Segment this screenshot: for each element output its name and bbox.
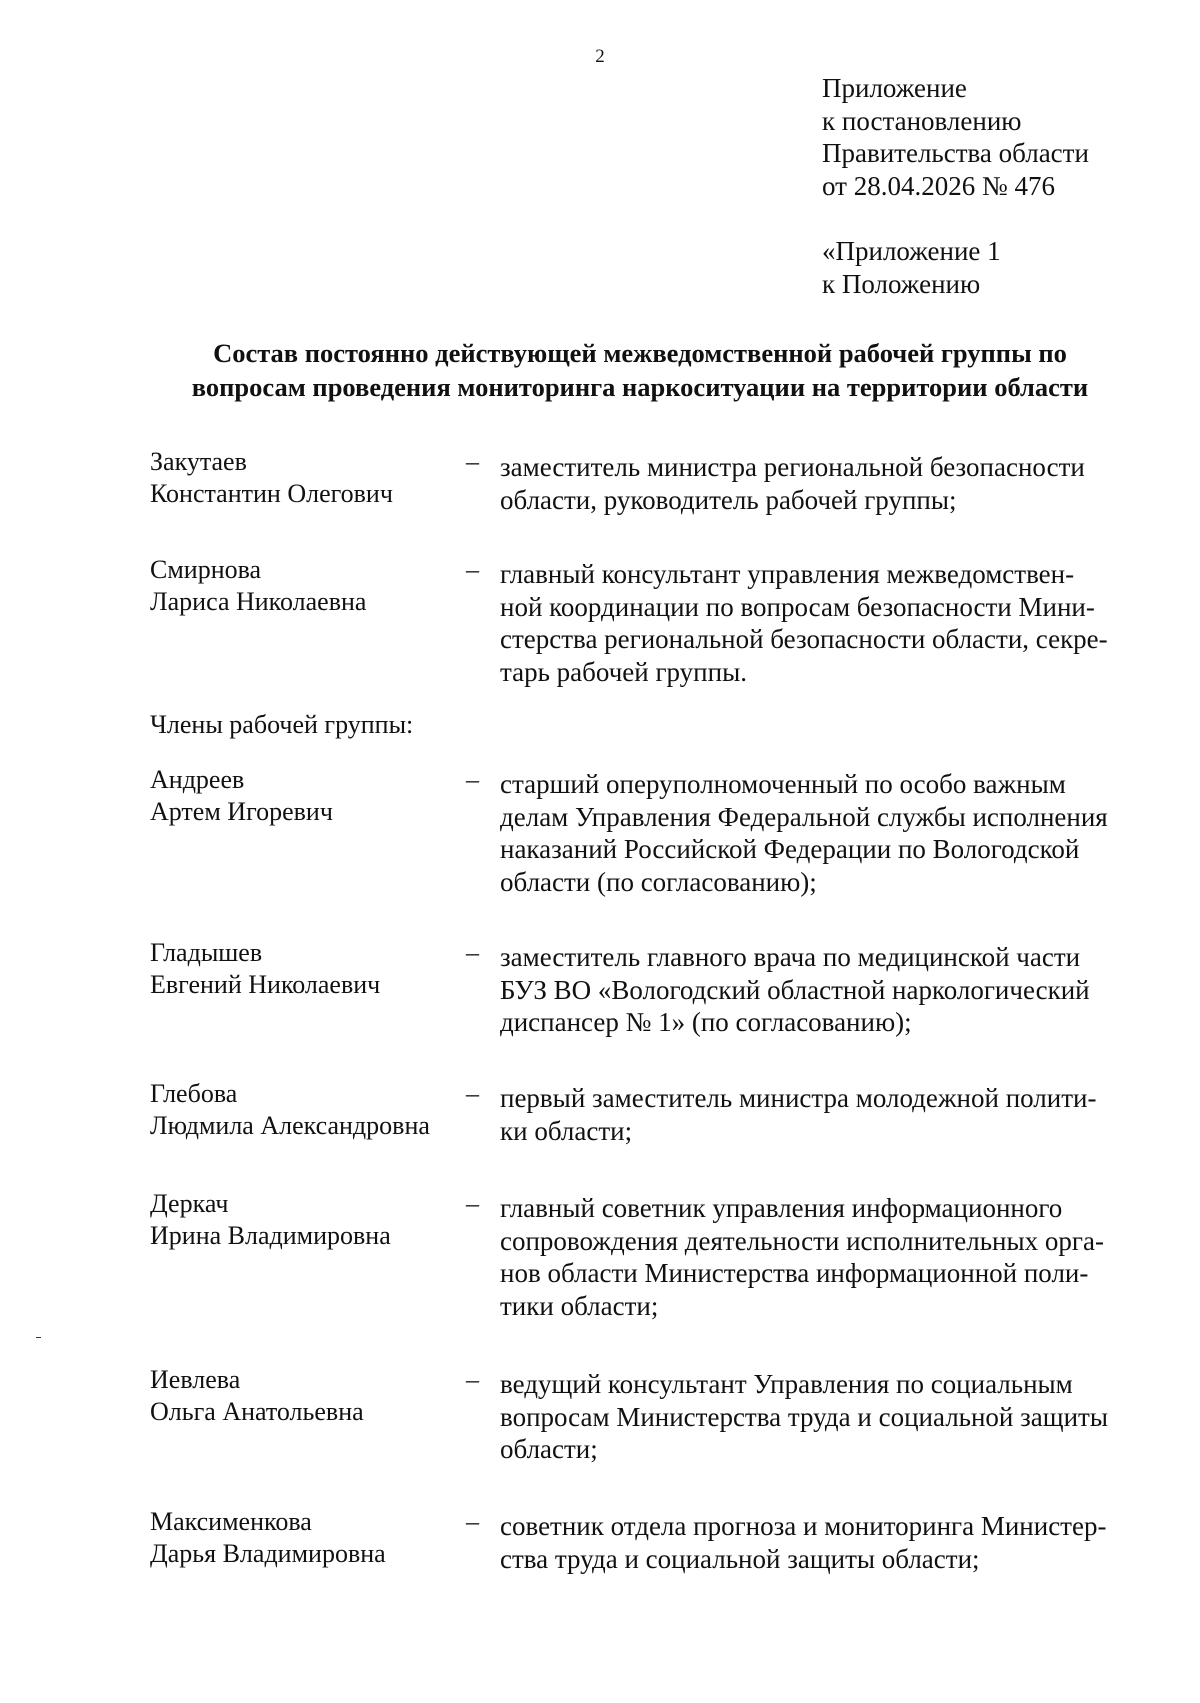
member-surname: Андреев bbox=[150, 765, 245, 794]
dash-separator: – bbox=[466, 765, 479, 794]
title-line: Состав постоянно действующей межведомственной рабочей группы по bbox=[213, 338, 1067, 368]
role-line: заместитель главного врача по медицинской части bbox=[500, 942, 1081, 972]
scan-margin-mark bbox=[36, 1337, 41, 1338]
member-role bbox=[500, 558, 1108, 688]
member-role bbox=[500, 941, 1090, 1039]
member-surname: Деркач bbox=[150, 1189, 229, 1218]
member-given-names: Дарья Владимировна bbox=[150, 1539, 386, 1568]
appendix-line: от 28.04.2026 № 476 bbox=[822, 170, 1055, 201]
member-given-names: Евгений Николаевич bbox=[150, 970, 381, 999]
role-line: тарь рабочей группы. bbox=[500, 656, 747, 687]
role-line: главный советник управления информационного bbox=[500, 1193, 1063, 1223]
member-surname: Максименкова bbox=[150, 1507, 312, 1536]
member-given-names: Константин Олегович bbox=[150, 479, 393, 508]
role-line: советник отдела прогноза и мониторинга Министер- bbox=[500, 1511, 1107, 1541]
role-line: первый заместитель министра молодежной полити- bbox=[500, 1083, 1097, 1113]
appendix-sub-line: «Приложение 1 bbox=[822, 236, 1001, 266]
member-given-names: Людмила Александровна bbox=[150, 1111, 430, 1140]
member-name bbox=[150, 1188, 391, 1252]
members-heading: Члены рабочей группы: bbox=[150, 710, 414, 739]
member-role bbox=[500, 451, 1085, 516]
member-role bbox=[500, 1192, 1104, 1322]
member-role bbox=[500, 1082, 1096, 1147]
role-line: сопровождения деятельности исполнительных орга- bbox=[500, 1225, 1104, 1256]
member-name bbox=[150, 446, 393, 510]
appendix-line: к постановлению bbox=[822, 105, 1022, 136]
role-line: ства труда и социальной защиты области; bbox=[500, 1543, 980, 1574]
appendix-header bbox=[822, 72, 1089, 202]
dash-separator: – bbox=[466, 938, 479, 967]
dash-separator: – bbox=[466, 447, 479, 476]
role-line: ной координации по вопросам безопасности Мини- bbox=[500, 591, 1095, 622]
role-line: главный консультант управления межведомствен- bbox=[500, 559, 1075, 589]
dash-separator: – bbox=[466, 1189, 479, 1218]
member-name bbox=[150, 554, 366, 618]
role-line: стерства региональной безопасности области, секре- bbox=[500, 624, 1108, 654]
title-line: вопросам проведения мониторинга наркоситуации на территории области bbox=[191, 372, 1089, 402]
role-line: нов области Министерства информационной поли- bbox=[500, 1258, 1089, 1288]
document-title bbox=[150, 336, 1130, 404]
member-given-names: Ольга Анатольевна bbox=[150, 1397, 364, 1426]
member-name bbox=[150, 764, 333, 828]
role-line: БУЗ ВО «Вологодский областной наркологический bbox=[500, 974, 1090, 1005]
member-surname: Смирнова bbox=[150, 555, 262, 584]
member-surname: Гладышев bbox=[150, 938, 263, 967]
appendix-subheader bbox=[822, 235, 1001, 300]
appendix-sub-line: к Положению bbox=[822, 268, 981, 299]
member-name bbox=[150, 1078, 430, 1142]
dash-separator: – bbox=[466, 555, 479, 584]
role-line: заместитель министра региональной безопасности bbox=[500, 452, 1085, 482]
member-role bbox=[500, 1510, 1106, 1575]
role-line: ки области; bbox=[500, 1115, 633, 1146]
member-surname: Глебова bbox=[150, 1079, 238, 1108]
role-line: вопросам Министерства труда и социальной защиты bbox=[500, 1401, 1108, 1432]
role-line: области; bbox=[500, 1434, 598, 1464]
member-given-names: Ирина Владимировна bbox=[150, 1221, 391, 1250]
role-line: диспансер № 1» (по согласованию); bbox=[500, 1007, 912, 1037]
dash-separator: – bbox=[466, 1507, 479, 1536]
role-line: наказаний Российской Федерации по Вологодской bbox=[500, 834, 1080, 864]
member-surname: Закутаев bbox=[150, 447, 247, 476]
page-number: 2 bbox=[595, 46, 605, 67]
member-given-names: Лариса Николаевна bbox=[150, 587, 367, 616]
role-line: тики области; bbox=[500, 1290, 659, 1321]
role-line: делам Управления Федеральной службы исполнения bbox=[500, 801, 1108, 832]
member-name bbox=[150, 1506, 386, 1570]
member-given-names: Артем Игоревич bbox=[150, 797, 333, 826]
role-line: ведущий консультант Управления по социальным bbox=[500, 1369, 1073, 1399]
role-line: области, руководитель рабочей группы; bbox=[500, 484, 957, 515]
member-role bbox=[500, 1368, 1108, 1466]
dash-separator: – bbox=[466, 1079, 479, 1108]
appendix-line: Приложение bbox=[822, 73, 967, 103]
role-line: старший оперуполномоченный по особо важным bbox=[500, 769, 1066, 799]
role-line: области (по согласованию); bbox=[500, 866, 817, 897]
appendix-line: Правительства области bbox=[822, 138, 1089, 168]
member-surname: Иевлева bbox=[150, 1365, 241, 1394]
member-name bbox=[150, 937, 380, 1001]
member-name bbox=[150, 1364, 364, 1428]
dash-separator: – bbox=[466, 1365, 479, 1394]
member-role bbox=[500, 768, 1108, 898]
